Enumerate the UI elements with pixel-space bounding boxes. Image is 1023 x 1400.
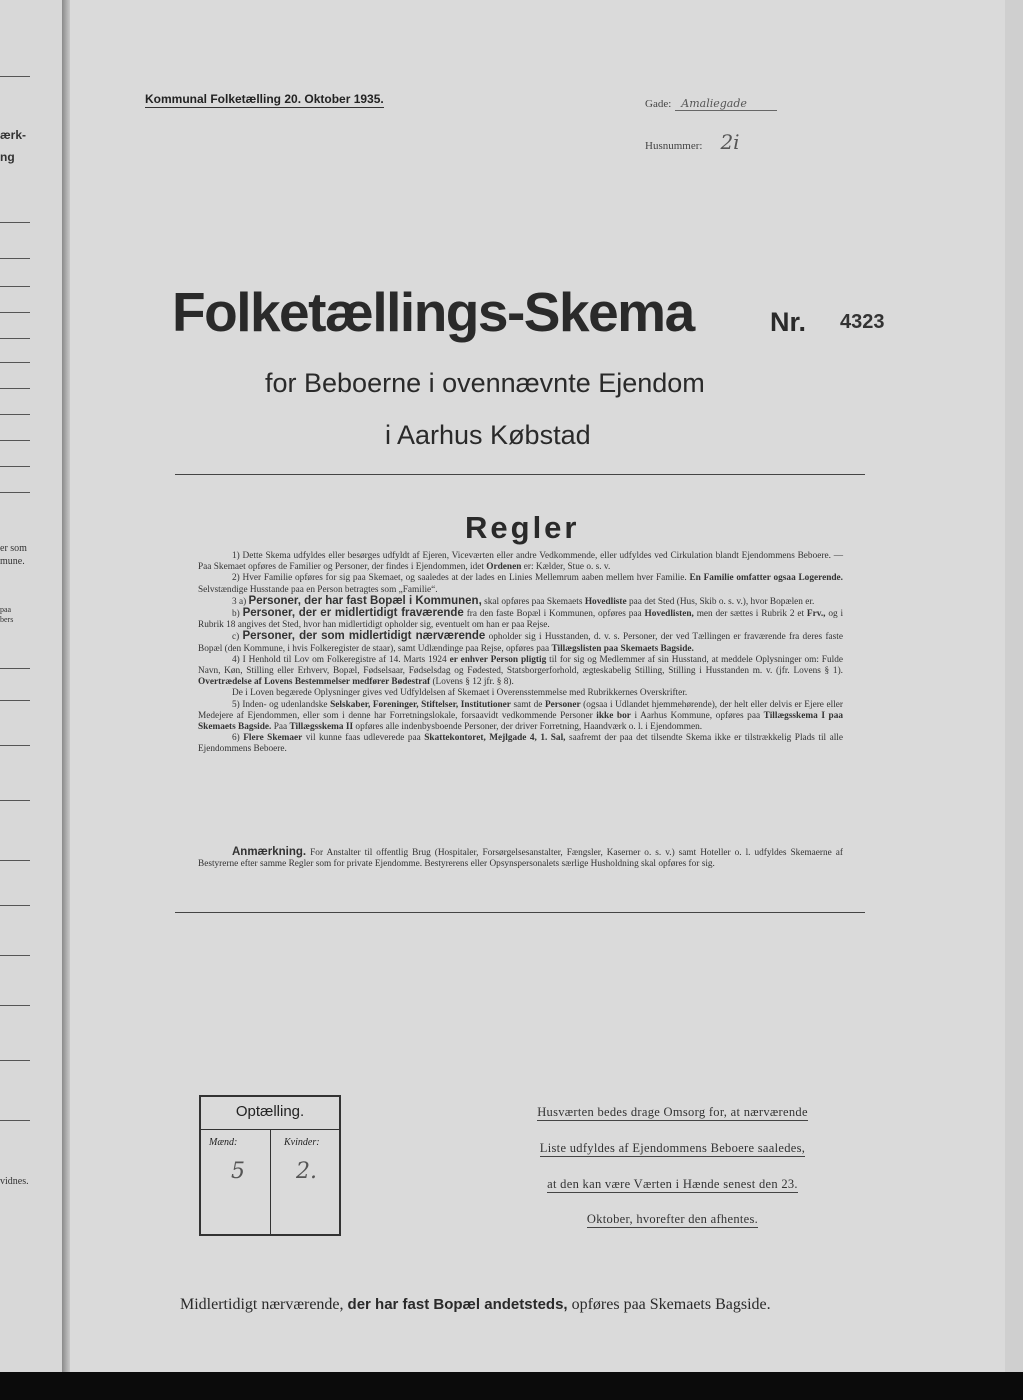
scan-border <box>0 1372 1023 1400</box>
count-box <box>199 1095 341 1236</box>
women-label: Kvinder: <box>284 1137 320 1148</box>
form-subtitle: for Beboerne i ovennævnte Ejendom <box>265 368 705 398</box>
rule-1: 1) Dette Skema udfyldes eller besørges udfyldt af Ejeren, Viceværten eller andre Vedkommende, eller udfyldes ved Cirkulation blandt Ejendommens Beboere. — Paa Skemaet opføres de Familier og Personer, der findes i Ejendommen, idet Ordenen er: Kælder, Stue o. s. v. <box>198 551 843 573</box>
page-edge <box>1005 0 1023 1372</box>
book-spine <box>62 0 70 1372</box>
rule-6: 6) Flere Skemaer vil kunne faas udleverede paa Skattekontoret, Mejlgade 4, 1. Sal, saafremt der paa det tilsendte Skema ikke er tilstrækkelig Plads til alle Ejendommens Beboere. <box>198 733 844 755</box>
ruled-line <box>0 905 30 906</box>
ruled-line <box>0 800 30 801</box>
rule-3a: 3 a) Personer, der har fast Bopæl i Kommunen, skal opføres paa Skemaets Hovedliste paa det Sted (Hus, Skib o. s. v.), hvor Bopælen er. <box>232 594 815 607</box>
street-value: Amaliegade <box>675 97 777 111</box>
fragment-text: ærk- <box>0 128 27 142</box>
ruled-line <box>0 222 30 223</box>
left-page-fragment <box>0 0 62 1372</box>
ruled-line <box>0 286 30 287</box>
ruled-line <box>0 362 30 363</box>
house-number-value: 2i <box>720 130 740 154</box>
divider <box>175 912 865 913</box>
form-subtitle-city: i Aarhus Købstad <box>385 420 591 450</box>
ruled-line <box>0 466 30 467</box>
rule-3b: b) Personer, der er midlertidigt fraværende fra den faste Bopæl i Kommunen, opføres paa Hovedlisten, men der sættes i Rubrik 2 et Frv., og i Rubrik 18 angives det Sted, hvor han midlertidigt opholder sig, eventuelt om han er paa Rejse. <box>198 607 844 631</box>
men-label: Mænd: <box>209 1137 238 1148</box>
street-label: Gade: <box>645 98 672 110</box>
form-title: Folketællings-Skema <box>172 281 694 343</box>
fragment-text: ng <box>0 150 15 164</box>
ruled-line <box>0 668 30 669</box>
landlord-notice-line: Husværten bedes drage Omsorg for, at nærværende <box>537 1105 808 1119</box>
ruled-line <box>0 492 30 493</box>
ruled-line <box>0 312 30 313</box>
rule-3c: c) Personer, der som midlertidigt nærværende opholder sig i Husstanden, d. v. s. Personer, der ved Tællingen er fraværende fra deres faste Bopæl (den Kommune, i hvis Folkeregister de staar), samt Udlændinge paa Rejse, opføres paa Tillægslisten paa Skemaets Bagside. <box>198 630 843 654</box>
landlord-notice-line: Liste udfyldes af Ejendommens Beboere saaledes, <box>539 1141 806 1155</box>
ruled-line <box>0 258 30 259</box>
ruled-line <box>0 955 30 956</box>
footer-note: Midlertidigt nærværende, der har fast Bopæl andetsteds, opføres paa Skemaets Bagside. <box>180 1296 771 1313</box>
rule-4-cont: De i Loven begærede Oplysninger gives ved Udfyldelsen af Skemaet i Overensstemmelse med Rubrikkernes Overskrifter. <box>232 688 688 699</box>
women-count: 2. <box>296 1159 317 1184</box>
fragment-text: bers <box>0 615 14 624</box>
street-field <box>645 94 777 112</box>
rules-text <box>198 551 843 756</box>
ruled-line <box>0 440 30 441</box>
fragment-text: mune. <box>0 556 25 567</box>
ruled-line <box>0 338 30 339</box>
ruled-line <box>0 860 30 861</box>
fragment-text: vidnes. <box>0 1176 29 1187</box>
ruled-line <box>0 76 30 77</box>
census-header: Kommunal Folketælling 20. Oktober 1935. <box>145 92 384 106</box>
fragment-text: paa <box>0 605 12 614</box>
landlord-notice-line: at den kan være Værten i Hænde senest den 23. <box>547 1177 798 1191</box>
ruled-line <box>0 700 30 701</box>
divider <box>175 474 865 475</box>
fragment-text: er som <box>0 543 27 554</box>
ruled-line <box>0 388 30 389</box>
annotation-text: For Anstalter til offentlig Brug (Hospitaler, Forsørgelsesanstalter, Fængsler, Kaserner o. s. v.) samt Hoteller o. l. udfyldes Skemaerne af Bestyrerne efter samme Regler som for private Ejendomme. Bestyrerens eller Opsynspersonalets særlige Husholdning skal opføres for sig. <box>198 848 844 870</box>
landlord-notice-line: Oktober, hvorefter den afhentes. <box>586 1212 759 1226</box>
annotation-label: Anmærkning. <box>232 846 307 858</box>
form-number-value: 4323 <box>840 311 885 333</box>
rules-heading: Regler <box>465 510 580 545</box>
annotation-note <box>198 847 843 870</box>
ruled-line <box>0 1120 30 1121</box>
rule-5: 5) Inden- og udenlandske Selskaber, Foreninger, Stiftelser, Institutioner samt de Personer (ogsaa i Udlandet hjemmehørende), der helt eller delvis er Ejere eller Medejere af Ejendommen, eller som i denne har Forretningslokale, forsaavidt vedkommende Personer ikke bor i Aarhus Kommune, opføres paa Tillægsskema I paa Skemaets Bagside. Paa Tillægsskema II opføres alle indenbysboende Personer, der driver Forretning, Haandværk o. l. i Ejendommen. <box>198 699 843 733</box>
ruled-line <box>0 1005 30 1006</box>
ruled-line <box>0 1060 30 1061</box>
men-count: 5 <box>231 1159 245 1184</box>
rule-2: 2) Hver Familie opføres for sig paa Skemaet, og saaledes at der lades en Linies Mellemrum aaben mellem hver Familie. En Familie omfatter ogsaa Logerende. Selvstændige Husstande paa en Person betragtes som „Familie“. <box>198 573 843 595</box>
ruled-line <box>0 414 30 415</box>
rule-4: 4) I Henhold til Lov om Folkeregistre af 14. Marts 1924 er enhver Person pligtig til for sig og Medlemmer af sin Husstand, at meddele Oplysninger om: Fulde Navn, Køn, Stilling eller Erhverv, Bopæl, Fødselsaar, Fødselsdag og Fødested, Statsborgerforhold, ægteskabelig Stilling, Stilling i Husstanden m. v. (jfr. Lovens § 1). Overtrædelse af Lovens Bestemmelser medfører Bødestraf (Lovens § 12 jfr. § 8). <box>198 654 843 688</box>
count-box-title: Optælling. <box>235 1103 305 1120</box>
house-number-field <box>645 130 740 154</box>
house-number-label: Husnummer: <box>645 140 703 152</box>
ruled-line <box>0 745 30 746</box>
form-number-label: Nr. <box>770 307 807 337</box>
